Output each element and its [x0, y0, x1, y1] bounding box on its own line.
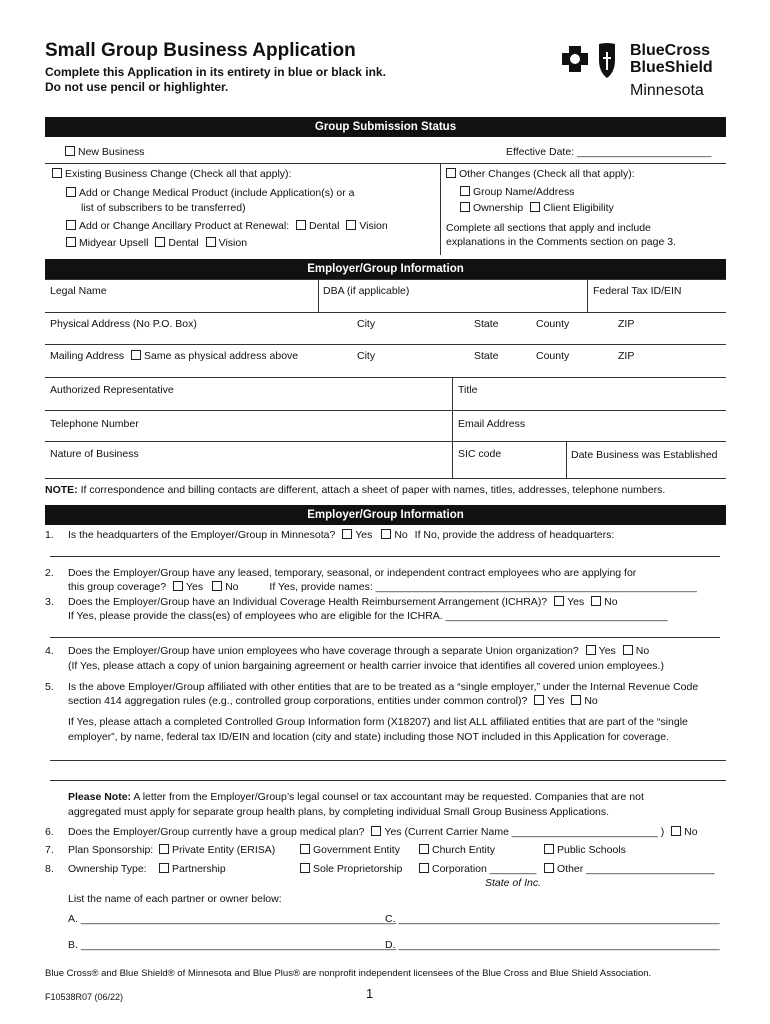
q2-number: 2. — [45, 567, 54, 579]
physical-zip-field[interactable]: ZIP — [618, 318, 635, 330]
mailing-city-field[interactable]: City — [357, 350, 376, 362]
q7-label: Plan Sponsorship: — [68, 844, 154, 856]
q2-text-2: this group coverage? — [68, 581, 167, 593]
q2-yes-checkbox[interactable] — [173, 581, 183, 591]
partner-b-field[interactable]: B. ______________________________________________________ — [68, 939, 397, 951]
private-entity-checkbox[interactable] — [159, 844, 169, 854]
q4-text-1: Does the Employer/Group have union employees who have coverage through a separate Union organization? — [68, 645, 579, 657]
new-business-checkbox[interactable] — [65, 146, 75, 156]
existing-change-label: Existing Business Change (Check all that apply): — [65, 168, 292, 180]
partner-c-field[interactable]: C. _______________________________________________________ — [385, 913, 720, 925]
please-note-label: Please Note: — [68, 791, 132, 803]
q1-text: Is the headquarters of the Employer/Group in Minnesota? — [68, 529, 336, 541]
nature-of-business-field[interactable]: Nature of Business — [50, 448, 139, 460]
form-instruction-2: Do not use pencil or highlighter. — [45, 80, 229, 94]
please-note-text: A letter from the Employer/Group’s legal counsel or tax accountant may be requested. Companies that are not — [131, 791, 644, 803]
state-of-inc-label: State of Inc. — [485, 877, 542, 889]
q6-no-checkbox[interactable] — [671, 826, 681, 836]
q6-yes-checkbox[interactable] — [371, 826, 381, 836]
midyear-dental-checkbox[interactable] — [155, 237, 165, 247]
private-entity-label: Private Entity (ERISA) — [172, 844, 276, 856]
midyear-dental-label: Dental — [168, 237, 199, 249]
note-text: If correspondence and billing contacts are different, attach a sheet of paper with names, titles, addresses, telephone numbers. — [77, 484, 666, 496]
q3-yes-label: Yes — [567, 596, 585, 608]
church-entity-checkbox[interactable] — [419, 844, 429, 854]
q1-number: 1. — [45, 529, 54, 541]
q3-no-checkbox[interactable] — [591, 596, 601, 606]
q4-yes-checkbox[interactable] — [586, 645, 596, 655]
employer-info-header: Employer/Group Information — [45, 259, 726, 279]
ancillary-dental-checkbox[interactable] — [296, 220, 306, 230]
q5-yes-label: Yes — [547, 695, 565, 707]
q3-no-label: No — [604, 596, 618, 608]
other-ownership-checkbox[interactable] — [544, 863, 554, 873]
partnership-checkbox[interactable] — [159, 863, 169, 873]
midyear-checkbox[interactable] — [66, 237, 76, 247]
add-medical-checkbox[interactable] — [66, 187, 76, 197]
corporation-field[interactable]: Corporation ________ — [432, 863, 537, 875]
q6-text: Does the Employer/Group currently have a group medical plan? — [68, 826, 365, 838]
ownership-checkbox[interactable] — [460, 202, 470, 212]
government-entity-label: Government Entity — [313, 844, 400, 856]
other-changes-label: Other Changes (Check all that apply): — [459, 168, 635, 180]
ancillary-vision-checkbox[interactable] — [346, 220, 356, 230]
complete-all-note-2: explanations in the Comments section on page 3. — [446, 236, 676, 248]
q5-text-3: If Yes, please attach a completed Controlled Group Information form (X18207) and list ALL affiliated entities that are part of the “single — [68, 716, 688, 728]
mailing-address-field[interactable]: Mailing Address — [50, 350, 125, 362]
client-eligibility-label: Client Eligibility — [543, 202, 614, 214]
mailing-zip-field[interactable]: ZIP — [618, 350, 635, 362]
q8-number: 8. — [45, 863, 54, 875]
group-submission-status-header: Group Submission Status — [45, 117, 726, 137]
q5-no-label: No — [584, 695, 598, 707]
other-changes-checkbox[interactable] — [446, 168, 456, 178]
logo-wordmark — [630, 42, 713, 76]
public-schools-label: Public Schools — [557, 844, 626, 856]
q2-no-label: No — [225, 581, 239, 593]
partner-a-field[interactable]: A. ______________________________________________________ — [68, 913, 397, 925]
q5-no-checkbox[interactable] — [571, 695, 581, 705]
date-established-field[interactable]: Date Business was Established — [571, 449, 718, 461]
physical-county-field[interactable]: County — [536, 318, 570, 330]
bcbs-logo-icon — [561, 40, 627, 80]
q2-no-checkbox[interactable] — [212, 581, 222, 591]
list-partners-label: List the name of each partner or owner below: — [68, 893, 282, 905]
physical-address-field[interactable]: Physical Address (No P.O. Box) — [50, 318, 197, 330]
midyear-vision-label: Vision — [218, 237, 248, 249]
group-name-checkbox[interactable] — [460, 186, 470, 196]
footer-disclaimer: Blue Cross® and Blue Shield® of Minnesota and Blue Plus® are nonprofit independent licensees of the Blue Cross and Blue Shield Association. — [45, 968, 652, 979]
mailing-state-field[interactable]: State — [474, 350, 499, 362]
sole-proprietorship-label: Sole Proprietorship — [313, 863, 403, 875]
email-field[interactable]: Email Address — [458, 418, 526, 430]
q7-number: 7. — [45, 844, 54, 856]
q6-no-label: No — [684, 826, 698, 838]
q2-names-field[interactable]: If Yes, provide names: _______________________________________________________ — [269, 581, 697, 593]
page-number: 1 — [366, 986, 374, 1001]
authorized-rep-field[interactable]: Authorized Representative — [50, 384, 174, 396]
add-ancillary-checkbox[interactable] — [66, 220, 76, 230]
add-medical-label-2: list of subscribers to be transferred) — [81, 202, 246, 214]
employer-questions-header: Employer/Group Information — [45, 505, 726, 525]
q5-text-2: section 414 aggregation rules (e.g., controlled group corporations, entities under common control)? — [68, 695, 528, 707]
group-name-label: Group Name/Address — [473, 186, 575, 198]
please-note-text-2: aggregated must apply for separate group health plans, by completing individual Small Group Business Applications. — [68, 806, 610, 818]
q4-text-2: (If Yes, please attach a copy of union bargaining agreement or health carrier invoice that identifies all covered union employees.) — [68, 660, 664, 672]
complete-all-note-1: Complete all sections that apply and include — [446, 222, 651, 234]
form-instruction-1: Complete this Application in its entirety in blue or black ink. — [45, 65, 386, 79]
effective-date-field[interactable]: Effective Date: _______________________ — [506, 146, 712, 158]
q4-no-checkbox[interactable] — [623, 645, 633, 655]
same-as-physical-label: Same as physical address above — [144, 350, 299, 362]
partnership-label: Partnership — [172, 863, 226, 875]
q3-classes-field[interactable]: If Yes, please provide the class(es) of employees who are eligible for the ICHRA. ______________________________________ — [68, 610, 668, 622]
sic-code-field[interactable]: SIC code — [458, 448, 502, 460]
q3-text-1: Does the Employer/Group have an Individual Coverage Health Reimbursement Arrangement (ICHRA)? — [68, 596, 548, 608]
physical-city-field[interactable]: City — [357, 318, 376, 330]
q4-no-label: No — [635, 645, 650, 657]
rep-title-field[interactable]: Title — [458, 384, 478, 396]
q4-yes-label: Yes — [598, 645, 616, 657]
partner-d-field[interactable]: D. _______________________________________________________ — [385, 939, 720, 951]
q6-carrier-field[interactable]: Yes (Current Carrier Name _________________________ ) — [384, 826, 665, 838]
q1-yes-checkbox[interactable] — [342, 529, 352, 539]
ancillary-vision-label: Vision — [359, 220, 388, 232]
q5-number: 5. — [45, 681, 54, 693]
add-medical-label: Add or Change Medical Product (include Application(s) or a — [79, 187, 355, 199]
logo-state: Minnesota — [630, 82, 704, 99]
sole-proprietorship-checkbox[interactable] — [300, 863, 310, 873]
midyear-vision-checkbox[interactable] — [206, 237, 216, 247]
logo-line-1: BlueCross — [630, 42, 711, 59]
add-ancillary-label: Add or Change Ancillary Product at Renewal: — [79, 220, 290, 232]
existing-change-checkbox[interactable] — [52, 168, 62, 178]
form-id: F10538R07 (06/22) — [45, 992, 124, 1002]
logo-line-2: BlueShield — [630, 59, 713, 76]
q5-yes-checkbox[interactable] — [534, 695, 544, 705]
same-as-physical-checkbox[interactable] — [131, 350, 141, 360]
q4-number: 4. — [45, 645, 54, 657]
note-label: NOTE: — [45, 484, 78, 496]
dba-field[interactable]: DBA (if applicable) — [323, 285, 410, 297]
q1-no-checkbox[interactable] — [381, 529, 391, 539]
mailing-county-field[interactable]: County — [536, 350, 570, 362]
q1-tail: If No, provide the address of headquarters: — [414, 529, 615, 541]
q2-text-1: Does the Employer/Group have any leased, temporary, seasonal, or independent contract employees who are applying for — [68, 567, 637, 579]
q2-yes-label: Yes — [186, 581, 204, 593]
corporation-checkbox[interactable] — [419, 863, 429, 873]
q3-number: 3. — [45, 596, 54, 608]
government-entity-checkbox[interactable] — [300, 844, 310, 854]
q8-label: Ownership Type: — [68, 863, 147, 875]
ownership-label: Ownership — [473, 202, 524, 214]
q5-text-1: Is the above Employer/Group affiliated with other entities that are to be treated as a “single employer,” under the Internal Revenue Code — [68, 681, 699, 693]
ein-field[interactable]: Federal Tax ID/EIN — [593, 285, 682, 297]
new-business-label: New Business — [78, 146, 145, 158]
q3-yes-checkbox[interactable] — [554, 596, 564, 606]
physical-state-field[interactable]: State — [474, 318, 499, 330]
other-ownership-field[interactable]: Other ______________________ — [557, 863, 715, 875]
q5-text-4: employer”, by name, federal tax ID/EIN and location (city and state) including those NOT included in this Application for coverage. — [68, 731, 669, 743]
form-title: Small Group Business Application — [45, 40, 356, 61]
client-eligibility-checkbox[interactable] — [530, 202, 540, 212]
church-entity-label: Church Entity — [432, 844, 496, 856]
public-schools-checkbox[interactable] — [544, 844, 554, 854]
ancillary-dental-label: Dental — [309, 220, 340, 232]
legal-name-field[interactable]: Legal Name — [50, 285, 107, 297]
q1-yes-label: Yes — [355, 529, 373, 541]
telephone-field[interactable]: Telephone Number — [50, 418, 139, 430]
q1-no-label: No — [394, 529, 408, 541]
q6-number: 6. — [45, 826, 54, 838]
midyear-label: Midyear Upsell — [79, 237, 149, 249]
